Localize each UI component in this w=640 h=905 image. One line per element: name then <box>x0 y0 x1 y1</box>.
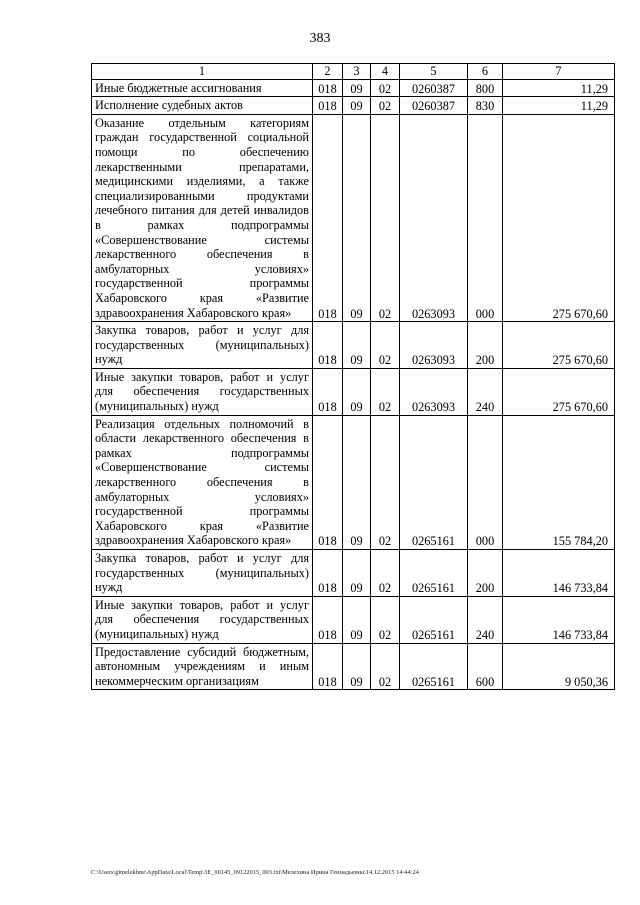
subsection-code: 02 <box>371 415 400 549</box>
expense-type-code: 830 <box>468 97 503 115</box>
ministry-code: 018 <box>313 79 343 97</box>
expense-type-code: 000 <box>468 415 503 549</box>
section-code: 09 <box>343 415 371 549</box>
amount: 146 733,84 <box>503 550 615 597</box>
ministry-code: 018 <box>313 368 343 415</box>
header-cell: 6 <box>468 64 503 80</box>
table-row <box>92 114 615 321</box>
amount: 155 784,20 <box>503 415 615 549</box>
amount: 275 670,60 <box>503 322 615 369</box>
amount: 11,29 <box>503 97 615 115</box>
section-code: 09 <box>343 550 371 597</box>
header-cell: 1 <box>92 64 313 80</box>
header-cell: 5 <box>400 64 468 80</box>
file-path-footer: C:\Users\gimelekhne\AppData\Local\Temp\3E_00145_09122015_003.txt\Мелехина Ирина Геннадьевна\14.12.2015 14:44:24 <box>91 869 419 876</box>
section-code: 09 <box>343 368 371 415</box>
target-article-code: 0265161 <box>400 550 468 597</box>
table-row <box>92 368 615 415</box>
expense-type-code: 200 <box>468 322 503 369</box>
ministry-code: 018 <box>313 596 343 643</box>
header-cell: 4 <box>371 64 400 80</box>
subsection-code: 02 <box>371 114 400 321</box>
row-description: Иные закупки товаров, работ и услуг для обеспечения государственных (муниципальных) нужд <box>92 368 313 415</box>
target-article-code: 0265161 <box>400 643 468 690</box>
header-cell: 7 <box>503 64 615 80</box>
ministry-code: 018 <box>313 322 343 369</box>
section-code: 09 <box>343 97 371 115</box>
target-article-code: 0265161 <box>400 596 468 643</box>
row-description: Исполнение судебных актов <box>92 97 313 115</box>
ministry-code: 018 <box>313 114 343 321</box>
table-row <box>92 415 615 549</box>
amount: 275 670,60 <box>503 114 615 321</box>
target-article-code: 0260387 <box>400 97 468 115</box>
table-row <box>92 643 615 690</box>
ministry-code: 018 <box>313 415 343 549</box>
row-description: Иные бюджетные ассигнования <box>92 79 313 97</box>
row-description: Закупка товаров, работ и услуг для государственных (муниципальных) нужд <box>92 322 313 369</box>
table-row <box>92 322 615 369</box>
row-description: Реализация отдельных полномочий в области лекарственного обеспечения в рамках подпрограммы «Совершенствование системы лекарственного обеспечения в амбулаторных условиях» государственной программы Хабаровского края «Развитие здравоохранения Хабаровского края» <box>92 415 313 549</box>
ministry-code: 018 <box>313 643 343 690</box>
section-code: 09 <box>343 643 371 690</box>
section-code: 09 <box>343 596 371 643</box>
target-article-code: 0260387 <box>400 79 468 97</box>
expense-type-code: 240 <box>468 368 503 415</box>
expense-type-code: 200 <box>468 550 503 597</box>
expense-type-code: 240 <box>468 596 503 643</box>
subsection-code: 02 <box>371 322 400 369</box>
ministry-code: 018 <box>313 550 343 597</box>
row-description: Закупка товаров, работ и услуг для государственных (муниципальных) нужд <box>92 550 313 597</box>
section-code: 09 <box>343 322 371 369</box>
subsection-code: 02 <box>371 643 400 690</box>
table-row <box>92 79 615 97</box>
budget-table <box>91 63 615 690</box>
subsection-code: 02 <box>371 97 400 115</box>
expense-type-code: 600 <box>468 643 503 690</box>
amount: 275 670,60 <box>503 368 615 415</box>
subsection-code: 02 <box>371 596 400 643</box>
subsection-code: 02 <box>371 79 400 97</box>
table-row <box>92 97 615 115</box>
ministry-code: 018 <box>313 97 343 115</box>
target-article-code: 0263093 <box>400 368 468 415</box>
page-number: 383 <box>309 31 331 46</box>
section-code: 09 <box>343 114 371 321</box>
target-article-code: 0263093 <box>400 322 468 369</box>
table-row <box>92 596 615 643</box>
expense-type-code: 800 <box>468 79 503 97</box>
row-description: Иные закупки товаров, работ и услуг для обеспечения государственных (муниципальных) нужд <box>92 596 313 643</box>
header-cell: 2 <box>313 64 343 80</box>
target-article-code: 0265161 <box>400 415 468 549</box>
table-row <box>92 550 615 597</box>
amount: 9 050,36 <box>503 643 615 690</box>
row-description: Оказание отдельным категориям граждан государственной социальной помощи по обеспечению лекарственными препаратами, медицинскими изделиями, а также специализированными продуктами лечебного питания для детей инвалидов в рамках подпрограммы «Совершенствование системы лекарственного обеспечения в амбулаторных условиях» государственной программы Хабаровского края «Развитие здравоохранения Хабаровского края» <box>92 114 313 321</box>
header-row <box>92 64 615 80</box>
subsection-code: 02 <box>371 368 400 415</box>
target-article-code: 0263093 <box>400 114 468 321</box>
expense-type-code: 000 <box>468 114 503 321</box>
header-cell: 3 <box>343 64 371 80</box>
row-description: Предоставление субсидий бюджетным, автономным учреждениям и иным некоммерческим организациям <box>92 643 313 690</box>
amount: 11,29 <box>503 79 615 97</box>
subsection-code: 02 <box>371 550 400 597</box>
section-code: 09 <box>343 79 371 97</box>
amount: 146 733,84 <box>503 596 615 643</box>
